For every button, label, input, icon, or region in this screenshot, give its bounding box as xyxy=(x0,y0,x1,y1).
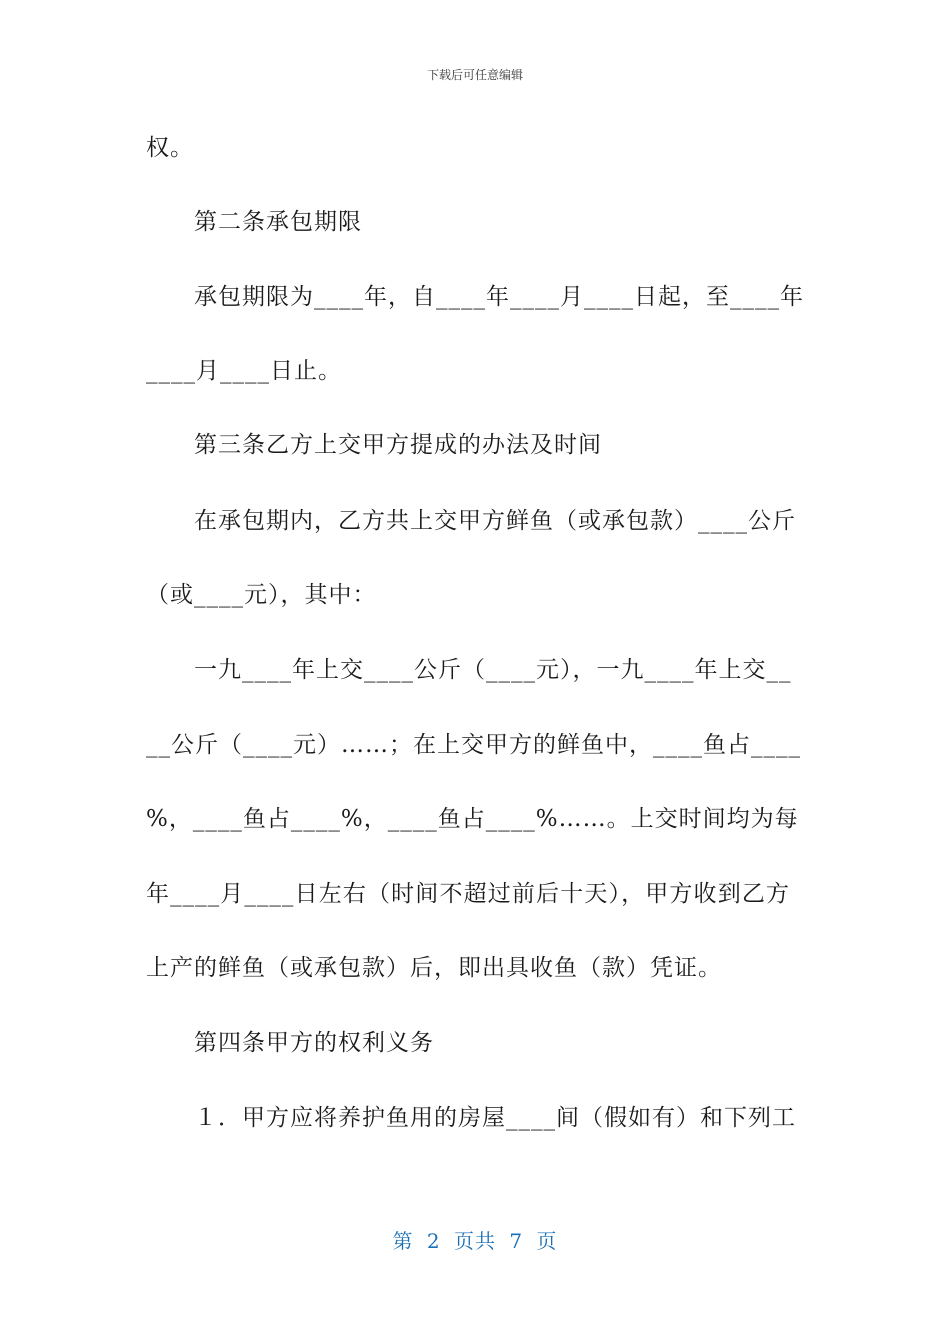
section-heading-article-4: 第四条甲方的权利义务 xyxy=(194,1030,434,1056)
paragraph-line: 在承包期内，乙方共上交甲方鲜鱼（或承包款）____公斤 xyxy=(194,508,796,534)
paragraph-line: __公斤（____元）……；在上交甲方的鲜鱼中，____鱼占____ xyxy=(146,732,801,758)
paragraph-line: 权。 xyxy=(146,135,194,161)
paragraph-line: 上产的鲜鱼（或承包款）后，即出具收鱼（款）凭证。 xyxy=(146,955,722,981)
section-heading-article-3: 第三条乙方上交甲方提成的办法及时间 xyxy=(194,432,602,458)
paragraph-line: 一九____年上交____公斤（____元），一九____年上交__ xyxy=(194,657,792,683)
page-number-footer: 第 2 页共 7 页 xyxy=(392,1229,558,1253)
paragraph-line: （或____元），其中： xyxy=(146,582,377,608)
paragraph-line: １．甲方应将养护鱼用的房屋____间（假如有）和下列工 xyxy=(194,1105,796,1131)
page-header-note: 下载后可任意编辑 xyxy=(426,68,523,82)
section-heading-article-2: 第二条承包期限 xyxy=(194,209,362,235)
paragraph-line: 承包期限为____年，自____年____月____日起，至____年 xyxy=(194,284,804,310)
paragraph-line: %，____鱼占____%，____鱼占____%……。上交时间均为每 xyxy=(146,806,799,832)
paragraph-line: ____月____日止。 xyxy=(146,358,342,384)
paragraph-line: 年____月____日左右（时间不超过前后十天），甲方收到乙方 xyxy=(146,881,790,907)
